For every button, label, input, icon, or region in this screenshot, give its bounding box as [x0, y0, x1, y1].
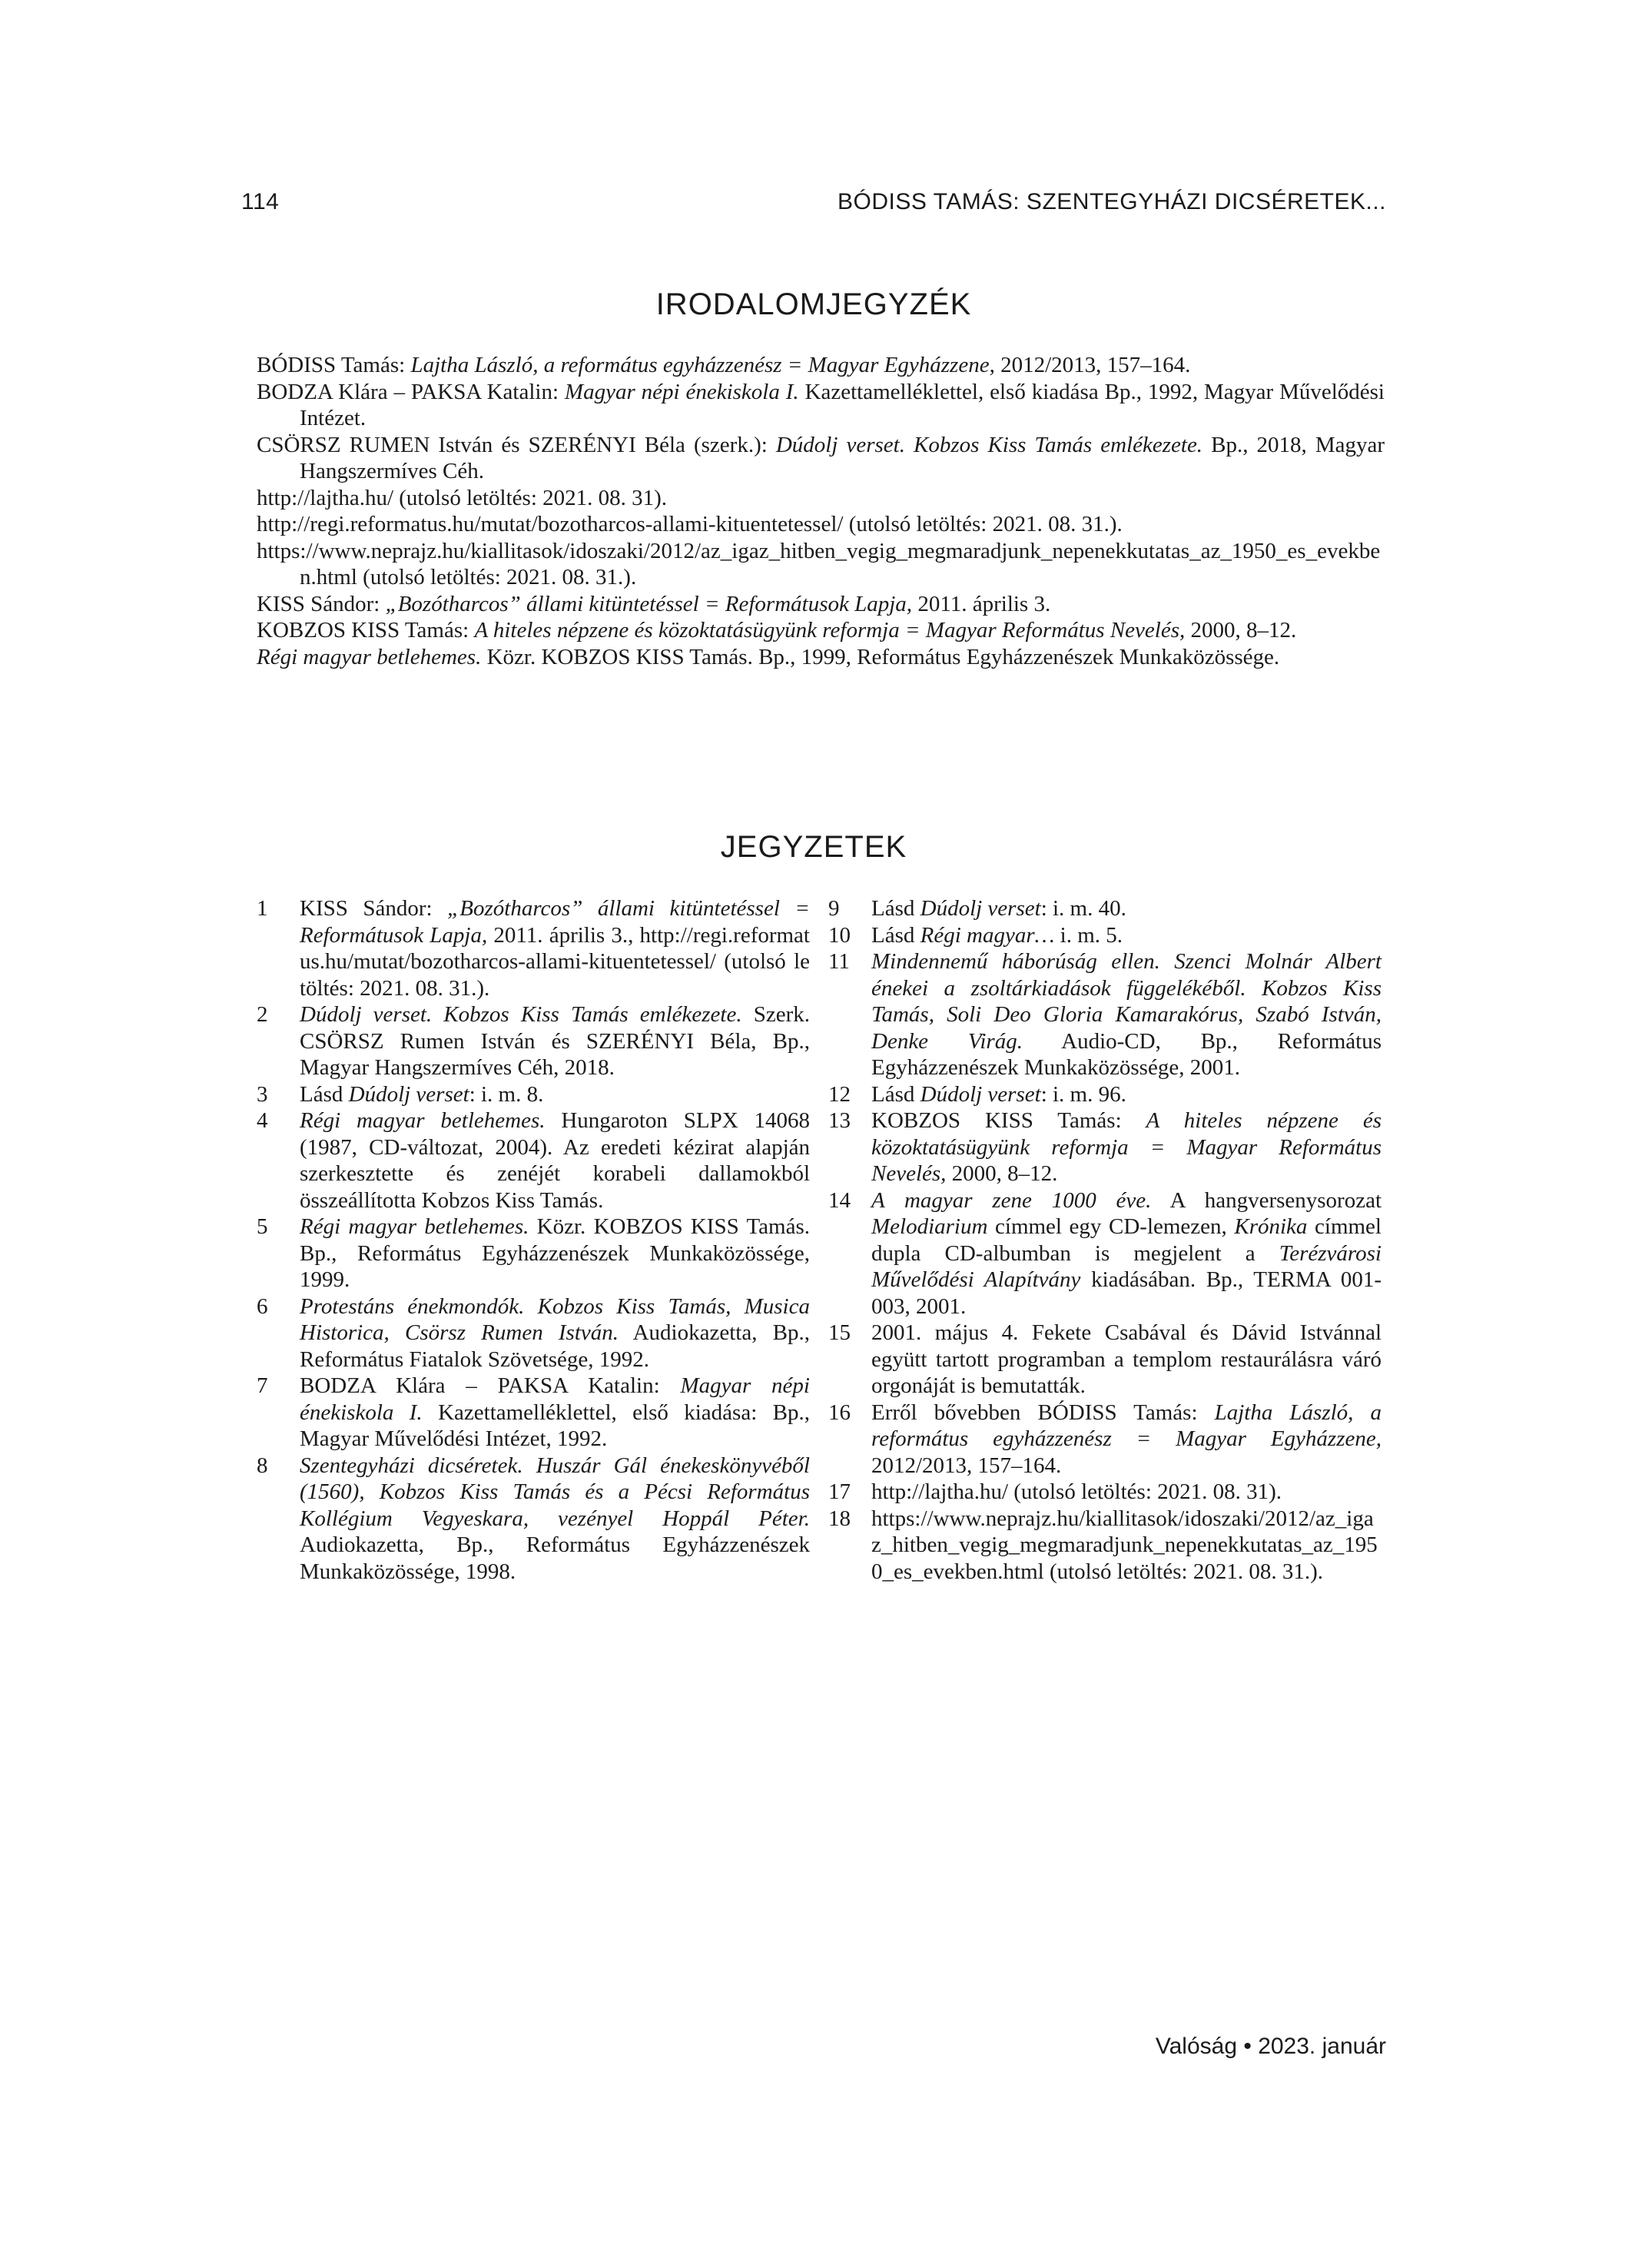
text-segment: BODZA Klára – PAKSA Katalin:	[300, 1373, 681, 1398]
italic-text-segment: Magyar népi énekiskola I.	[564, 379, 799, 404]
text-segment: címmel egy CD-lemezen,	[987, 1214, 1235, 1239]
page-header	[241, 189, 1386, 223]
text-segment: https://www.neprajz.hu/kiallitasok/idoszaki/2012/az_igaz_hitben_vegig_megmaradjunk_nepenekkutatas_az_1950_es_evekben.html (utolsó letöltés: 2021. 08. 31.).	[257, 538, 1381, 589]
footnote	[828, 1107, 1382, 1187]
footnote-number: 14	[828, 1187, 851, 1213]
text-segment: 2011. április 3.	[912, 591, 1051, 616]
footnote-number: 7	[257, 1373, 268, 1398]
text-segment: CSÖRSZ RUMEN István és SZERÉNYI Béla (szerk.):	[257, 432, 776, 457]
footnote-text	[300, 1293, 810, 1373]
bibliography-entry	[257, 617, 1385, 644]
italic-text-segment: „Bozótharcos” állami kitüntetéssel = Reformátusok Lapja,	[300, 896, 810, 948]
footnote	[828, 1081, 1382, 1108]
text-segment: https://www.neprajz.hu/kiallitasok/idoszaki/2012/az_igaz_hitben_vegig_megmaradjunk_nepenekkutatas_az_1950_es_evekben.html (utolsó letöltés: 2021. 08. 31.).	[871, 1506, 1378, 1584]
footnote-text	[871, 1107, 1382, 1187]
text-segment: 2001. május 4. Fekete Csabával és Dávid Istvánnal együtt tartott programban a templom restaurálásra váró orgonáját is bemutatták.	[871, 1320, 1382, 1398]
footnote-number: 17	[828, 1479, 851, 1504]
footnote	[828, 1320, 1382, 1400]
footnote-number: 5	[257, 1214, 268, 1239]
text-segment: KOBZOS KISS Tamás:	[871, 1108, 1146, 1133]
footnote-text	[871, 1400, 1382, 1479]
footnote-text	[871, 895, 1382, 922]
footnote-number: 6	[257, 1293, 268, 1319]
italic-text-segment: Lajtha László, a református egyházzenész = Magyar Egyházzene,	[410, 353, 995, 377]
footnote-number: 12	[828, 1081, 851, 1107]
italic-text-segment: Dúdolj verset. Kobzos Kiss Tamás emlékezete.	[300, 1002, 742, 1027]
footnote-number: 3	[257, 1081, 268, 1107]
footnote	[257, 1453, 810, 1586]
footnote	[828, 922, 1382, 949]
footnote	[257, 1373, 810, 1453]
footnote-number: 9	[828, 896, 840, 921]
italic-text-segment: Régi magyar betlehemes.	[257, 644, 482, 669]
footnote-text	[871, 1320, 1382, 1400]
footnote	[257, 1293, 810, 1373]
bibliography-title: IRODALOMJEGYZÉK	[655, 287, 972, 321]
page-number: 114	[241, 189, 280, 214]
text-segment: Lásd	[871, 922, 920, 948]
text-segment: Erről bővebben BÓDISS Tamás:	[871, 1400, 1215, 1425]
footnote-number: 13	[828, 1108, 851, 1133]
text-segment: BÓDISS Tamás:	[257, 353, 411, 377]
italic-text-segment: Régi magyar…	[920, 922, 1055, 948]
text-segment: Audiokazetta, Bp., Református Egyházzenészek Munkaközössége, 1998.	[300, 1532, 810, 1584]
footnote	[828, 1187, 1382, 1320]
text-segment: Lásd	[871, 896, 920, 921]
bibliography-entry	[257, 379, 1385, 432]
text-segment: Bp., 2018, Magyar Hangszermíves Céh.	[300, 432, 1385, 483]
text-segment: A hangversenysorozat	[1151, 1187, 1382, 1213]
italic-text-segment: Terézvárosi Művelődési Alapítvány	[871, 1240, 1382, 1292]
italic-text-segment: Dúdolj verset	[348, 1081, 469, 1107]
footnote-text	[300, 1453, 810, 1586]
notes-title: JEGYZETEK	[720, 830, 907, 864]
footnote-text	[300, 895, 810, 1001]
italic-text-segment: Lajtha László, a református egyházzenész = Magyar Egyházzene,	[871, 1400, 1382, 1451]
footnote-number: 15	[828, 1320, 851, 1345]
text-segment: http://lajtha.hu/ (utolsó letöltés: 2021. 08. 31).	[257, 485, 668, 510]
bibliography-entry	[257, 485, 1385, 512]
text-segment: KOBZOS KISS Tamás:	[257, 618, 475, 643]
footnote-text	[300, 1081, 810, 1108]
footnote-text	[871, 1479, 1382, 1506]
footnote	[257, 1107, 810, 1214]
text-segment: KISS Sándor:	[300, 896, 448, 921]
text-segment: Közr. KOBZOS KISS Tamás. Bp., 1999, Református Egyházzenészek Munkaközössége.	[481, 644, 1280, 669]
bibliography-entry	[257, 591, 1385, 618]
italic-text-segment: Melodiarium	[871, 1214, 988, 1239]
footnote-text	[300, 1001, 810, 1081]
footnote	[257, 895, 810, 1001]
footnote-text	[871, 1187, 1382, 1320]
footnote-text	[300, 1107, 810, 1214]
italic-text-segment: Régi magyar betlehemes.	[300, 1108, 546, 1133]
footnote	[828, 948, 1382, 1081]
text-segment: Hungaroton SLPX 14068 (1987, CD-változat, 2004). Az eredeti kézirat alapján szerkesztette és zenéjét korabeli dallamokból összeállította Kobzos Kiss Tamás.	[300, 1108, 810, 1213]
footnote-text	[871, 1081, 1382, 1108]
footnote-number: 10	[828, 922, 851, 948]
footnote-text	[300, 1373, 810, 1453]
footnote-number: 11	[828, 949, 850, 974]
text-segment: : i. m. 40.	[1040, 896, 1126, 921]
footnote	[828, 1506, 1382, 1586]
bibliography-entry	[257, 432, 1385, 485]
italic-text-segment: Dúdolj verset	[920, 1081, 1041, 1107]
bibliography-entry	[257, 644, 1385, 671]
footnote-text	[300, 1214, 810, 1293]
footnote-text	[871, 1506, 1382, 1586]
footnote-number: 16	[828, 1400, 851, 1425]
text-segment: http://regi.reformatus.hu/mutat/bozotharcos-allami-kituentetessel/ (utolsó letöltés: 2021. 08. 31.).	[257, 512, 1123, 536]
footnote-number: 8	[257, 1453, 268, 1478]
text-segment: : i. m. 96.	[1040, 1081, 1126, 1107]
bibliography-list	[257, 352, 1385, 670]
text-segment: Audiokazetta, Bp., Református Fiatalok Szövetsége, 1992.	[300, 1320, 810, 1372]
text-segment: címmel dupla CD-albumban is megjelent a	[871, 1214, 1382, 1266]
page-footer: Valóság • 2023. január	[1155, 2034, 1386, 2059]
bibliography-entry	[257, 538, 1385, 591]
italic-text-segment: Mindennemű háborúság ellen. Szenci Molnár Albert énekei a zsoltárkiadások függelékéből. Kobzos Kiss Tamás, Soli Deo Gloria Kamarakórus, Szabó István, Denke Virág.	[871, 949, 1382, 1054]
italic-text-segment: Régi magyar betlehemes.	[300, 1214, 529, 1239]
text-segment: Audio-CD, Bp., Református Egyházzenészek Munkaközössége, 2001.	[871, 1028, 1382, 1080]
italic-text-segment: „Bozótharcos” állami kitüntetéssel = Reformátusok Lapja,	[385, 591, 913, 616]
bibliography-entry	[257, 511, 1385, 538]
footnote	[828, 895, 1382, 922]
text-segment: Kazettamelléklettel, első kiadása: Bp., Magyar Művelődési Intézet, 1992.	[300, 1400, 810, 1451]
italic-text-segment: Krónika	[1234, 1214, 1308, 1239]
notes-column-left	[257, 895, 810, 1585]
text-segment: Lásd	[871, 1081, 920, 1107]
footnote-number: 1	[257, 896, 268, 921]
footnote	[257, 1001, 810, 1081]
footnote-text	[871, 948, 1382, 1081]
running-title: BÓDISS TAMÁS: SZENTEGYHÁZI DICSÉRETEK...	[837, 189, 1386, 214]
text-segment: http://lajtha.hu/ (utolsó letöltés: 2021. 08. 31).	[871, 1479, 1282, 1504]
text-segment: Kazettamelléklettel, első kiadása Bp., 1992, Magyar Művelődési Intézet.	[300, 379, 1385, 430]
text-segment: BODZA Klára – PAKSA Katalin:	[257, 379, 565, 404]
italic-text-segment: A hiteles népzene és közoktatásügyünk reformja = Magyar Református Nevelés,	[474, 618, 1186, 643]
notes-column-right	[828, 895, 1382, 1585]
footnote-text	[871, 922, 1382, 949]
text-segment: KISS Sándor:	[257, 591, 386, 616]
text-segment: kiadásában. Bp., TERMA 001-003, 2001.	[871, 1267, 1382, 1319]
italic-text-segment: A hiteles népzene és közoktatásügyünk reformja = Magyar Református Nevelés,	[871, 1108, 1382, 1186]
text-segment: Szerk. CSÖRSZ Rumen István és SZERÉNYI Béla, Bp., Magyar Hangszermíves Céh, 2018.	[300, 1002, 811, 1080]
italic-text-segment: Magyar népi énekiskola I.	[300, 1373, 810, 1425]
footnote-number: 18	[828, 1506, 851, 1531]
text-segment: Lásd	[300, 1081, 349, 1107]
text-segment: 2000, 8–12.	[946, 1161, 1058, 1186]
italic-text-segment: Szentegyházi dicséretek. Huszár Gál énekeskönyvéből (1560), Kobzos Kiss Tamás és a Pécsi Református Kollégium Vegyeskara, vezényel Hoppál Péter.	[300, 1453, 810, 1531]
italic-text-segment: A magyar zene 1000 éve.	[871, 1187, 1152, 1213]
footnote	[257, 1214, 810, 1293]
italic-text-segment: Protestáns énekmondók. Kobzos Kiss Tamás, Musica Historica, Csörsz Rumen István.	[300, 1293, 810, 1345]
text-segment: Közr. KOBZOS KISS Tamás. Bp., Református Egyházzenészek Munkaközössége, 1999.	[300, 1214, 810, 1292]
text-segment: 2011. április 3., http://regi.reformatus.hu/mutat/bozotharcos-allami-kituentetessel/ (utolsó letöltés: 2021. 08. 31.).	[300, 922, 810, 1001]
text-segment: : i. m. 8.	[469, 1081, 544, 1107]
footnote	[828, 1400, 1382, 1479]
footnote	[257, 1081, 810, 1108]
italic-text-segment: Dúdolj verset	[920, 896, 1041, 921]
bibliography-entry	[257, 352, 1385, 379]
footnote-number: 4	[257, 1108, 268, 1133]
footnote-number: 2	[257, 1002, 268, 1027]
text-segment: 2012/2013, 157–164.	[994, 353, 1191, 377]
italic-text-segment: Dúdolj verset. Kobzos Kiss Tamás emlékezete.	[775, 432, 1203, 457]
footnote	[828, 1479, 1382, 1506]
text-segment: 2012/2013, 157–164.	[871, 1453, 1062, 1478]
text-segment: i. m. 5.	[1054, 922, 1123, 948]
text-segment: 2000, 8–12.	[1185, 618, 1297, 643]
